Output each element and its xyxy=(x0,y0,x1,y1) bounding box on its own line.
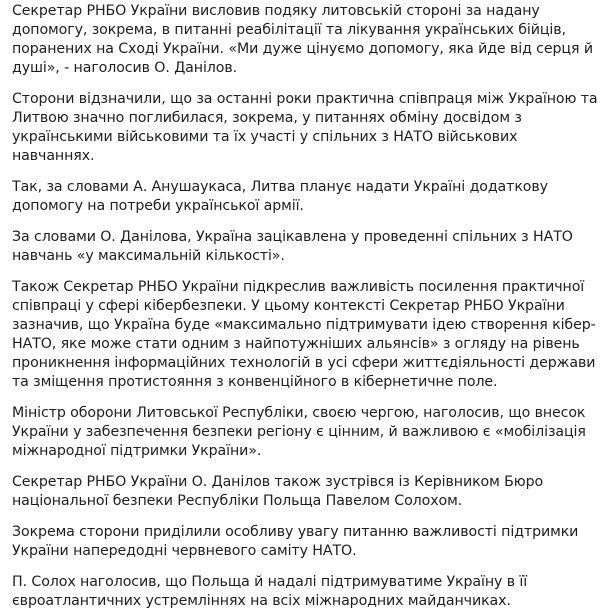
post-paragraph-7: Секретар РНБО України О. Данілов також зустрівся із Керівником Бюро національної безпеки Республіки Польща Павелом Солохом. xyxy=(12,474,544,509)
post-paragraph-5: Також Секретар РНБО України підкреслив важливість посилення практичної співпраці у сфері кібербезпеки. У цьому контексті Секретар РНБО України зазначив, що Україна буде «максимально підтримувати ідею створення кібер-НАТО, яке може стати одним з найпотужніших альянсів» з огляду на рівень проникнення інформаційних технологій в усі сфери життєдіяльності держави та зміщення протистояння з конвенційного в кібернетичне поле. xyxy=(12,279,596,390)
post-paragraph-8: Зокрема сторони приділили особливу увагу питанню важливості підтримки України напередодні червневого саміту НАТО. xyxy=(12,524,579,559)
post-paragraph-9: П. Солох наголосив, що Польща й надалі підтримуватиме Україну в її євроатлантичних устремліннях на всіх міжнародних майданчиках. xyxy=(12,574,528,609)
post-paragraph-3: Так, за словами А. Анушаукаса, Литва планує надати Україні додаткову допомогу на потреби української армії. xyxy=(12,179,548,214)
post-paragraph-2: Сторони відзначили, що за останні роки практична співпраця між Україною та Литвою значно поглибилася, зокрема, у питаннях обміну досвідом з українськими військовими та їх участі у спільних з НАТО військових навчаннях. xyxy=(12,91,598,164)
post-paragraph-6: Міністр оборони Литовської Республіки, своєю чергою, наголосив, що внесок України у забезпечення безпеки регіону є цінним, й важливою є «мобілізація міжнародної підтримки України». xyxy=(12,405,586,459)
post-paragraph-4: За словами О. Данілова, Україна зацікавлена у проведенні спільних з НАТО навчань «у максимальній кількості». xyxy=(12,229,573,264)
post-paragraph-1: Секретар РНБО України висловив подяку литовській стороні за надану допомогу, зокрема, в питанні реабілітації та лікування українських бійців, поранених на Сході України. «Ми дуже цінуємо допомогу, яка йде від серця й душі», - наголосив О. Данілов. xyxy=(12,3,593,76)
